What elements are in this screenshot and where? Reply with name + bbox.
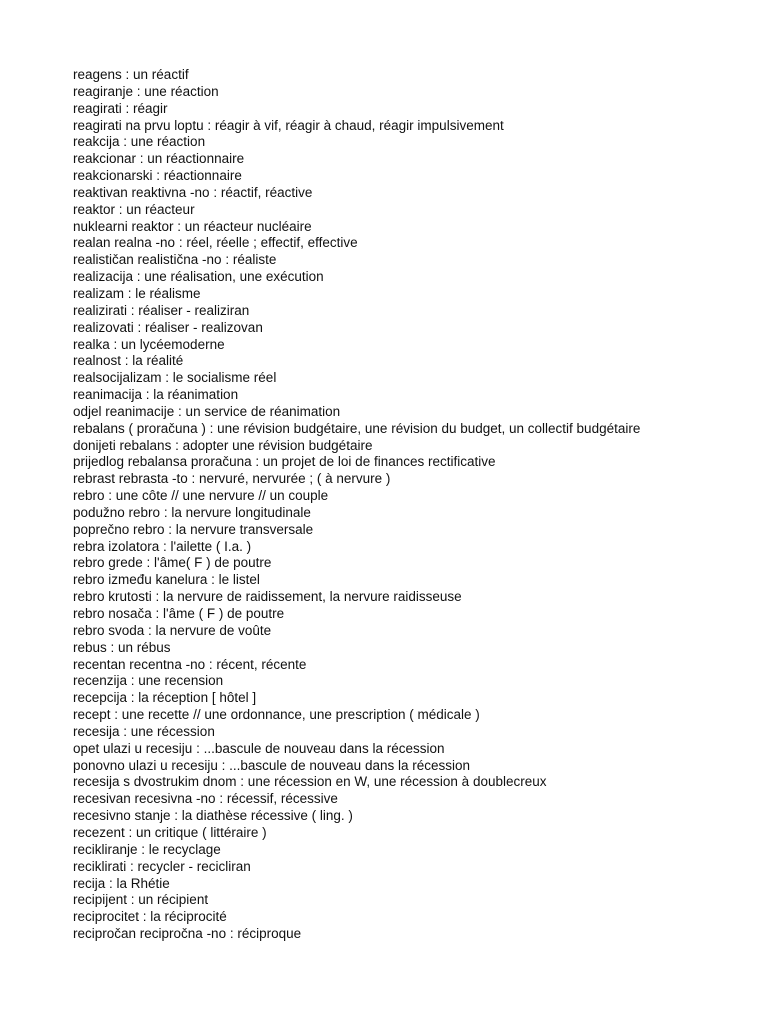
glossary-entry: realsocijalizam : le socialisme réel bbox=[73, 370, 277, 386]
glossary-entry: realan realna -no : réel, réelle ; effectif, effective bbox=[73, 235, 358, 251]
glossary-entry: realka : un lycéemoderne bbox=[73, 336, 225, 352]
glossary-entry: realizovati : réaliser - realizovan bbox=[73, 319, 263, 335]
glossary-entry: donijeti rebalans : adopter une révision budgétaire bbox=[73, 437, 373, 453]
glossary-entry: realnost : la réalité bbox=[73, 353, 184, 369]
glossary-entry: reagiranje : une réaction bbox=[73, 83, 219, 99]
glossary-entry: recipročan recipročna -no : réciproque bbox=[73, 926, 302, 942]
glossary-entry: rebro krutosti : la nervure de raidissement, la nervure raidisseuse bbox=[73, 589, 462, 605]
glossary-entry: recesivan recesivna -no : récessif, récessive bbox=[73, 791, 338, 807]
glossary-entry: rebus : un rébus bbox=[73, 639, 171, 655]
glossary-entry: podužno rebro : la nervure longitudinale bbox=[73, 504, 311, 520]
glossary-entry: reakcionarski : réactionnaire bbox=[73, 168, 242, 184]
glossary-entry: reakcionar : un réactionnaire bbox=[73, 151, 245, 167]
glossary-entry: rebro grede : l'âme( F ) de poutre bbox=[73, 555, 272, 571]
glossary-entry: realizam : le réalisme bbox=[73, 285, 201, 301]
glossary-entry: reakcija : une réaction bbox=[73, 134, 206, 150]
glossary-entry: recipijent : un récipient bbox=[73, 892, 209, 908]
glossary-entry: nuklearni reaktor : un réacteur nucléaire bbox=[73, 218, 312, 234]
glossary-entry: recezent : un critique ( littéraire ) bbox=[73, 824, 267, 840]
glossary-entry: recesija s dvostrukim dnom : une récession en W, une récession à doublecreux bbox=[73, 774, 547, 790]
glossary-entry: rebro između kanelura : le listel bbox=[73, 572, 260, 588]
glossary-entry: recept : une recette // une ordonnance, une prescription ( médicale ) bbox=[73, 707, 480, 723]
glossary-entry: realizirati : réaliser - realiziran bbox=[73, 302, 250, 318]
glossary-entry: reaktor : un réacteur bbox=[73, 201, 195, 217]
glossary-entry: reciklirati : recycler - recicliran bbox=[73, 858, 251, 874]
glossary-list bbox=[73, 67, 693, 943]
glossary-entry: rebra izolatora : l'ailette ( I.a. ) bbox=[73, 538, 252, 554]
glossary-entry: opet ulazi u recesiju : ...bascule de nouveau dans la récession bbox=[73, 740, 445, 756]
glossary-entry: reciprocitet : la réciprocité bbox=[73, 909, 227, 925]
glossary-entry: recikliranje : le recyclage bbox=[73, 841, 221, 857]
glossary-entry: recija : la Rhétie bbox=[73, 875, 170, 891]
glossary-entry: poprečno rebro : la nervure transversale bbox=[73, 521, 314, 537]
glossary-entry: rebrast rebrasta -to : nervuré, nervurée ; ( à nervure ) bbox=[73, 471, 391, 487]
glossary-entry: reagens : un réactif bbox=[73, 67, 189, 82]
glossary-entry: reagirati : réagir bbox=[73, 100, 168, 116]
glossary-entry: realističan realistična -no : réaliste bbox=[73, 252, 277, 268]
glossary-entry: recenzija : une recension bbox=[73, 673, 224, 689]
glossary-entry: ponovno ulazi u recesiju : ...bascule de nouveau dans la récession bbox=[73, 757, 471, 773]
glossary-entry: prijedlog rebalansa proračuna : un projet de loi de finances rectificative bbox=[73, 454, 496, 470]
glossary-entry: rebro svoda : la nervure de voûte bbox=[73, 622, 272, 638]
glossary-entry: rebro nosača : l'âme ( F ) de poutre bbox=[73, 606, 285, 621]
glossary-entry: recepcija : la réception [ hôtel ] bbox=[73, 690, 257, 706]
glossary-entry: reaktivan reaktivna -no : réactif, réactive bbox=[73, 184, 313, 200]
glossary-entry: recentan recentna -no : récent, récente bbox=[73, 656, 307, 672]
glossary-entry: reagirati na prvu loptu : réagir à vif, réagir à chaud, réagir impulsivement bbox=[73, 117, 504, 133]
glossary-entry: rebro : une côte // une nervure // un couple bbox=[73, 488, 329, 504]
glossary-entry: odjel reanimacije : un service de réanimation bbox=[73, 403, 341, 419]
glossary-entry: realizacija : une réalisation, une exécution bbox=[73, 269, 324, 285]
glossary-entry: recesija : une récession bbox=[73, 723, 215, 739]
glossary-entry: rebalans ( proračuna ) : une révision budgétaire, une révision du budget, un collectif budgétaire bbox=[73, 420, 641, 436]
glossary-entry: recesivno stanje : la diathèse récessive ( ling. ) bbox=[73, 808, 353, 824]
glossary-entry: reanimacija : la réanimation bbox=[73, 387, 239, 403]
